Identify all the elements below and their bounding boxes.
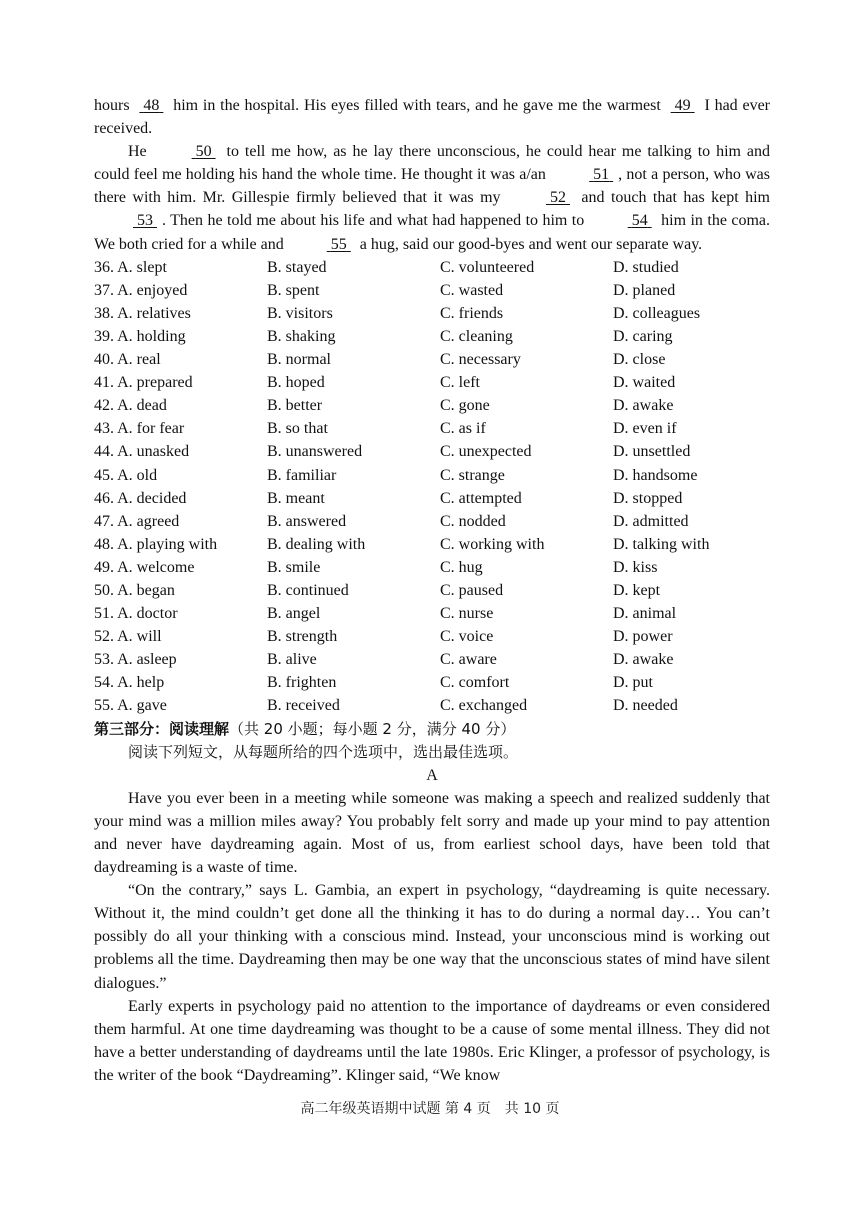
option-row xyxy=(94,556,770,579)
option-c: C. nurse xyxy=(440,605,494,623)
option-c: C. voice xyxy=(440,628,494,646)
cloze-text: him in the coma. We both cried for a while and xyxy=(94,212,771,253)
page-footer: 高二年级英语期中试题 第 4 页 共 10 页 xyxy=(300,1101,560,1117)
option-d: D. needed xyxy=(613,697,678,715)
cloze-paragraph-1 xyxy=(94,94,770,140)
option-c: C. nodded xyxy=(440,512,506,530)
option-b: B. visitors xyxy=(267,304,333,322)
cloze-text: He xyxy=(128,143,147,161)
option-b: B. familiar xyxy=(267,466,337,484)
option-row xyxy=(94,256,770,279)
option-d: D. talking with xyxy=(613,535,710,553)
option-d: D. even if xyxy=(613,420,677,438)
option-a: 55. A. gave xyxy=(94,697,167,715)
option-row xyxy=(94,671,770,694)
option-a: 49. A. welcome xyxy=(94,558,195,576)
option-a: 47. A. agreed xyxy=(94,512,180,530)
cloze-text: . Then he told me about his life and what had happened to him to xyxy=(162,212,585,230)
option-d: D. kept xyxy=(613,581,661,599)
option-row xyxy=(94,464,770,487)
option-c: C. exchanged xyxy=(440,697,528,715)
option-a: 51. A. doctor xyxy=(94,605,178,623)
blank-48: 48 xyxy=(143,97,160,114)
option-d: D. stopped xyxy=(613,489,683,507)
option-b: B. answered xyxy=(267,512,347,530)
option-c: C. necessary xyxy=(440,351,521,369)
option-a: 48. A. playing with xyxy=(94,535,218,553)
option-row xyxy=(94,510,770,533)
option-a: 39. A. holding xyxy=(94,327,186,345)
option-d: D. colleagues xyxy=(613,304,701,322)
section-3-heading xyxy=(94,718,770,741)
option-c: C. working with xyxy=(440,535,545,553)
option-a: 38. A. relatives xyxy=(94,304,191,322)
cloze-paragraph-2 xyxy=(94,140,770,255)
option-c: C. paused xyxy=(440,581,504,599)
section-3-detail: （共 20 小题；每小题 2 分，满分 40 分） xyxy=(229,719,516,738)
option-b: B. smile xyxy=(267,558,321,576)
option-row xyxy=(94,325,770,348)
cloze-text: and touch that has kept him xyxy=(581,189,770,207)
option-a: 54. A. help xyxy=(94,674,165,692)
option-a: 46. A. decided xyxy=(94,489,187,507)
option-b: B. normal xyxy=(267,351,331,369)
option-c: C. left xyxy=(440,374,480,392)
option-c: C. wasted xyxy=(440,281,504,299)
option-c: C. comfort xyxy=(440,674,510,692)
passage-paragraph: Early experts in psychology paid no attention to the importance of daydreams or even considered them harmful. At one time daydreaming was thought to be a cause of some mental illness. They did not have a better understanding of daydreams until the late 1980s. Eric Klinger, a professor of psychology, is the writer of the book “Daydreaming”. Klinger said, “We know xyxy=(94,997,770,1084)
option-c: C. gone xyxy=(440,397,490,415)
cloze-text: to tell me how, as he lay there unconscious, he could hear me talking to him and could feel me holding his hand the whole time. He thought it was a/an xyxy=(94,143,771,184)
option-b: B. stayed xyxy=(267,258,327,276)
option-d: D. kiss xyxy=(613,558,658,576)
passage-paragraph: Have you ever been in a meeting while someone was making a speech and realized suddenly that your mind was a million miles away? You probably felt sorry and made up your mind to pay attention and never have daydreaming again. Most of us, from earliest school days, have been told that daydreaming is a waste of time. xyxy=(94,789,770,877)
option-d: D. awake xyxy=(613,651,674,669)
option-b: B. unanswered xyxy=(267,443,363,461)
option-b: B. frighten xyxy=(267,674,337,692)
option-b: B. strength xyxy=(267,628,338,646)
blank-51: 51 xyxy=(593,166,610,184)
option-d: D. admitted xyxy=(613,512,689,530)
option-d: D. unsettled xyxy=(613,443,691,461)
option-c: C. aware xyxy=(440,651,497,669)
cloze-text: , not a person, who was there with him. Mr. Gillespie firmly believed that it was my xyxy=(94,166,771,207)
passage-paragraph: “On the contrary,” says L. Gambia, an expert in psychology, “daydreaming is quite necessary. Without it, the mind couldn’t get done all the thinking it has to do during a normal day… You can’t possibly do all your thinking with a conscious mind. Instead, your unconscious mind is working out problems all the time. Daydreaming then may be one way that the unconscious states of mind have silent dialogues.” xyxy=(94,882,770,992)
cloze-text: a hug, said our good-byes and went our separate way. xyxy=(359,235,703,253)
option-a: 50. A. began xyxy=(94,581,175,599)
passage-label: A xyxy=(426,766,438,784)
option-row xyxy=(94,487,770,510)
cloze-text: I had ever received. xyxy=(94,97,771,138)
option-a: 42. A. dead xyxy=(94,397,167,415)
cloze-text: hours xyxy=(94,97,130,114)
option-row xyxy=(94,648,770,671)
option-b: B. angel xyxy=(267,605,321,623)
option-c: C. cleaning xyxy=(440,327,513,345)
section-3-title: 第三部分：阅读理解 xyxy=(94,719,230,738)
option-b: B. shaking xyxy=(267,327,336,345)
option-row xyxy=(94,348,770,371)
option-d: D. studied xyxy=(613,258,679,276)
option-row xyxy=(94,440,770,463)
option-a: 41. A. prepared xyxy=(94,374,193,392)
option-a: 40. A. real xyxy=(94,351,161,369)
option-a: 52. A. will xyxy=(94,628,162,646)
option-a: 53. A. asleep xyxy=(94,651,177,669)
option-b: B. received xyxy=(267,697,340,715)
section-3-instruction: 阅读下列短文，从每题所给的四个选项中，选出最佳选项。 xyxy=(128,742,519,761)
cloze-text: him in the hospital. His eyes filled with tears, and he gave me the warmest xyxy=(173,97,661,114)
option-c: C. attempted xyxy=(440,489,522,507)
option-d: D. close xyxy=(613,351,666,369)
blank-54: 54 xyxy=(631,212,648,230)
option-d: D. animal xyxy=(613,605,677,623)
option-c: C. hug xyxy=(440,558,483,576)
option-row xyxy=(94,625,770,648)
option-c: C. as if xyxy=(440,420,486,438)
option-c: C. strange xyxy=(440,466,505,484)
blank-52: 52 xyxy=(549,189,566,207)
option-d: D. power xyxy=(613,628,673,646)
option-c: C. friends xyxy=(440,304,504,322)
option-b: B. so that xyxy=(267,420,328,438)
option-a: 37. A. enjoyed xyxy=(94,281,188,299)
blank-55: 55 xyxy=(330,235,347,253)
option-row xyxy=(94,302,770,325)
option-b: B. hoped xyxy=(267,374,325,392)
option-b: B. meant xyxy=(267,489,325,507)
option-row xyxy=(94,533,770,556)
blank-50: 50 xyxy=(195,143,212,161)
option-row xyxy=(94,579,770,602)
option-d: D. waited xyxy=(613,374,676,392)
option-a: 36. A. slept xyxy=(94,258,167,276)
option-b: B. spent xyxy=(267,281,320,299)
option-row xyxy=(94,602,770,625)
answer-options-list xyxy=(94,256,770,718)
option-row xyxy=(94,417,770,440)
option-b: B. dealing with xyxy=(267,535,366,553)
option-a: 45. A. old xyxy=(94,466,158,484)
option-d: D. awake xyxy=(613,397,674,415)
option-row xyxy=(94,694,770,717)
option-d: D. caring xyxy=(613,327,673,345)
option-a: 43. A. for fear xyxy=(94,420,185,438)
option-d: D. handsome xyxy=(613,466,698,484)
exam-page xyxy=(94,94,770,1087)
option-b: B. better xyxy=(267,397,323,415)
option-b: B. alive xyxy=(267,651,317,669)
blank-53: 53 xyxy=(137,212,153,230)
option-b: B. continued xyxy=(267,581,349,599)
option-row xyxy=(94,279,770,302)
option-c: C. volunteered xyxy=(440,258,535,276)
option-d: D. put xyxy=(613,674,653,692)
option-row xyxy=(94,371,770,394)
option-c: C. unexpected xyxy=(440,443,532,461)
option-row xyxy=(94,394,770,417)
option-a: 44. A. unasked xyxy=(94,443,190,461)
option-d: D. planed xyxy=(613,281,676,299)
blank-49: 49 xyxy=(674,97,691,114)
